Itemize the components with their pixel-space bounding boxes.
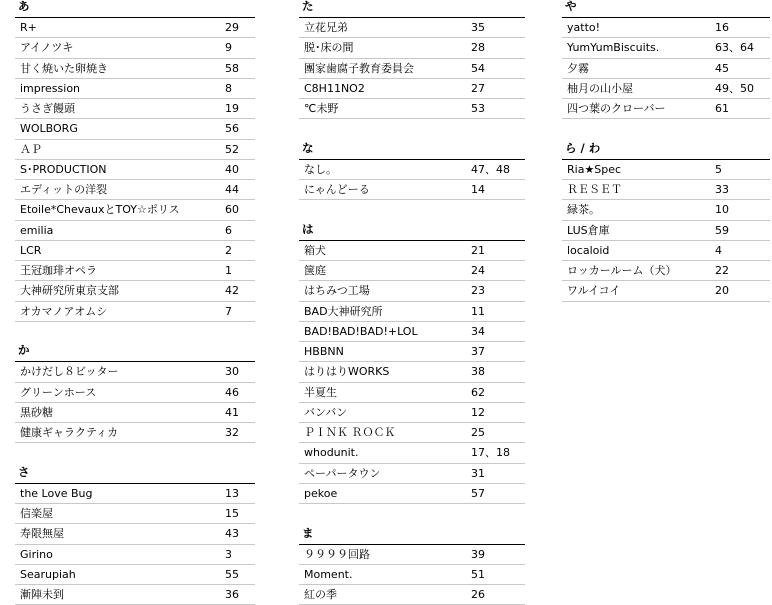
section-heading: な [299,142,525,160]
index-section [15,0,255,322]
page-number: 36 [225,585,239,605]
page-number: 56 [225,119,239,139]
page-number: 8 [225,79,232,99]
circle-name: yatto! [562,18,600,37]
section-heading: さ [15,466,255,484]
page-number: 52 [225,140,239,160]
page-number: 4 [715,241,722,261]
page-number: 23 [471,281,485,301]
circle-name: 大神研究所東京支部 [15,281,119,300]
page-number: 33 [715,180,729,200]
section-heading: ま [299,527,525,545]
page-number: 22 [715,261,729,281]
circle-name: impression [15,79,80,98]
page-number: 1 [225,261,232,281]
index-row [299,383,525,403]
index-row [299,443,525,463]
circle-name: 脱･床の間 [299,38,354,57]
index-row [299,160,525,180]
index-row [15,18,255,38]
circle-name: YumYumBiscuits. [562,38,659,57]
circle-name: オカマノアオムシ [15,302,107,321]
index-section [299,223,525,504]
section-gap [299,504,525,527]
index-row [15,362,255,382]
page-number: 38 [471,362,485,382]
index-section [562,0,770,119]
page-number: 40 [225,160,239,180]
circle-name: 半夏生 [299,383,337,402]
index-row [15,180,255,200]
page-number: 39 [471,545,485,565]
index-row [299,322,525,342]
index-row [299,59,525,79]
page-number: 16 [715,18,729,38]
page-number: 19 [225,99,239,119]
index-row [15,200,255,220]
circle-name: WOLBORG [15,119,78,138]
section-gap [15,443,255,466]
section-gap [299,119,525,142]
circle-name: 團家歯腐子教育委員会 [299,59,414,78]
index-row [15,221,255,241]
index-row [299,484,525,504]
index-row [15,281,255,301]
index-row [299,585,525,605]
page-number: 51 [471,565,485,585]
page-number: 14 [471,180,485,200]
section-heading: あ [15,0,255,18]
page-number: 46 [225,383,239,403]
index-row [299,302,525,322]
circle-name: なし。 [299,160,337,179]
index-row [562,281,770,301]
circle-name: Searupiah [15,565,76,584]
circle-name: the Love Bug [15,484,93,503]
page-number: 6 [225,221,232,241]
circle-name: ℃未野 [299,99,338,118]
page-number: 53 [471,99,485,119]
circle-name: にゃんどーる [299,180,370,199]
page-number: 2 [225,241,232,261]
circle-name: R+ [15,18,37,37]
section-heading: は [299,223,525,241]
circle-name: アイノツキ [15,38,73,57]
index-row [15,383,255,403]
circle-name: Moment. [299,565,353,584]
index-row [562,241,770,261]
circle-name: 甘く焼いた卵焼き [15,59,108,78]
page-number: 37 [471,342,485,362]
index-row [15,504,255,524]
index-section [562,142,770,302]
circle-name: 寿限無屋 [15,524,64,543]
circle-name: ワルイコイ [562,281,620,300]
page-number: 20 [715,281,729,301]
section-heading: た [299,0,525,18]
circle-name: 柚月の山小屋 [562,79,633,98]
index-row [299,464,525,484]
circle-name: C8H11NO2 [299,79,365,98]
circle-name: S･PRODUCTION [15,160,106,179]
page-number: 59 [715,221,729,241]
circle-name: ９９９９回路 [299,545,370,564]
circle-name: BAD!BAD!BAD!+LOL [299,322,418,341]
circle-name: ＰＩＮＫ ＲＯＣＫ [299,423,396,442]
page-number: 21 [471,241,485,261]
circle-name: LCR [15,241,41,260]
index-section [15,466,255,605]
circle-name: pekoe [299,484,337,503]
circle-name: 漸陣未到 [15,585,64,604]
page-number: 27 [471,79,485,99]
index-row [562,221,770,241]
index-row [562,99,770,119]
circle-name: ＡＰ [15,140,42,159]
section-heading: ら / わ [562,142,770,160]
circle-name: はちみつ工場 [299,281,370,300]
index-row [15,585,255,605]
index-column [299,0,525,605]
page-number: 43 [225,524,239,544]
index-row [15,241,255,261]
page-number: 63、64 [715,38,754,58]
index-row [299,38,525,58]
page-number: 15 [225,504,239,524]
circle-name: 黒砂糖 [15,403,53,422]
section-gap [15,322,255,345]
page-number: 11 [471,302,485,322]
index-row [15,261,255,281]
index-column [15,0,255,605]
page-number: 49、50 [715,79,754,99]
page-number: 61 [715,99,729,119]
circle-name: ＲＥＳＥＴ [562,180,622,199]
page-number: 3 [225,545,232,565]
page-number: 29 [225,18,239,38]
page-number: 26 [471,585,485,605]
circle-name: emilia [15,221,53,240]
section-gap [562,119,770,142]
index-row [299,403,525,423]
page-number: 62 [471,383,485,403]
index-row [15,38,255,58]
circle-name: 健康ギャラクティカ [15,423,118,442]
circle-name: Etoile*ChevauxとTOY☆ポリス [15,200,180,219]
index-row [562,18,770,38]
circle-name: バンバン [299,403,347,422]
index-section [299,142,525,201]
circle-name: Ria★Spec [562,160,621,179]
page-number: 35 [471,18,485,38]
page-number: 25 [471,423,485,443]
index-row [15,59,255,79]
index-row [299,423,525,443]
index-row [15,99,255,119]
page-number: 55 [225,565,239,585]
index-row [15,79,255,99]
index-row [15,403,255,423]
circle-name: 夕霧 [562,59,589,78]
index-row [562,79,770,99]
index-row [562,160,770,180]
index-row [299,261,525,281]
index-row [15,119,255,139]
page-number: 44 [225,180,239,200]
circle-name: 信楽屋 [15,504,53,523]
index-row [15,160,255,180]
circle-name: 紅の季 [299,585,337,604]
page-number: 58 [225,59,239,79]
index-row [299,362,525,382]
page-number: 45 [715,59,729,79]
page-number: 9 [225,38,232,58]
section-heading: や [562,0,770,18]
page-number: 34 [471,322,485,342]
circle-name: グリーンホース [15,383,96,402]
page-number: 12 [471,403,485,423]
index-row [562,180,770,200]
index-row [15,484,255,504]
index-row [562,59,770,79]
page-number: 42 [225,281,239,301]
index-row [15,423,255,443]
index-row [15,140,255,160]
index-row [299,545,525,565]
page-number: 60 [225,200,239,220]
index-row [299,281,525,301]
index-row [299,565,525,585]
index-row [562,200,770,220]
index-row [299,180,525,200]
page-number: 57 [471,484,485,504]
page-number: 41 [225,403,239,423]
circle-name: Girino [15,545,53,564]
index-row [562,261,770,281]
page-number: 54 [471,59,485,79]
circle-name: 緑茶。 [562,200,600,219]
circle-name: whodunit. [299,443,359,462]
page-number: 10 [715,200,729,220]
index-row [299,241,525,261]
page-number: 31 [471,464,485,484]
circle-name: 四つ葉のクローバー [562,99,665,118]
index-row [562,38,770,58]
index-row [299,79,525,99]
circle-name: LUS倉庫 [562,221,610,240]
index-row [299,18,525,38]
circle-name: うさぎ饅頭 [15,99,75,118]
index-row [15,565,255,585]
section-heading: か [15,344,255,362]
circle-name: はりはりWORKS [299,362,389,381]
page-number: 13 [225,484,239,504]
page-number: 5 [715,160,722,180]
index-section [299,0,525,119]
index-row [15,524,255,544]
page-number: 30 [225,362,239,382]
circle-name: BAD大神研究所 [299,302,383,321]
page-number: 7 [225,302,232,322]
page-number: 28 [471,38,485,58]
circle-name: 箧庭 [299,261,326,280]
page-number: 32 [225,423,239,443]
index-row [15,302,255,322]
circle-name: エディットの洋裂 [15,180,107,199]
index-section [15,344,255,443]
circle-name: 箱犬 [299,241,326,260]
page-number: 24 [471,261,485,281]
circle-name: 立花兄弟 [299,18,348,37]
section-gap [299,200,525,223]
index-row [299,99,525,119]
circle-name: HBBNN [299,342,344,361]
circle-name: かけだし８ビッター [15,362,119,381]
page-number: 17、18 [471,443,510,463]
index-section [299,527,525,605]
circle-name: ロッカールーム（犬） [562,261,677,280]
index-row [299,342,525,362]
page-number: 47、48 [471,160,510,180]
circle-name: ペーパータウン [299,464,380,483]
index-column [562,0,770,302]
circle-name: 王冠珈琲オペラ [15,261,97,280]
circle-name: localoid [562,241,609,260]
index-row [15,545,255,565]
